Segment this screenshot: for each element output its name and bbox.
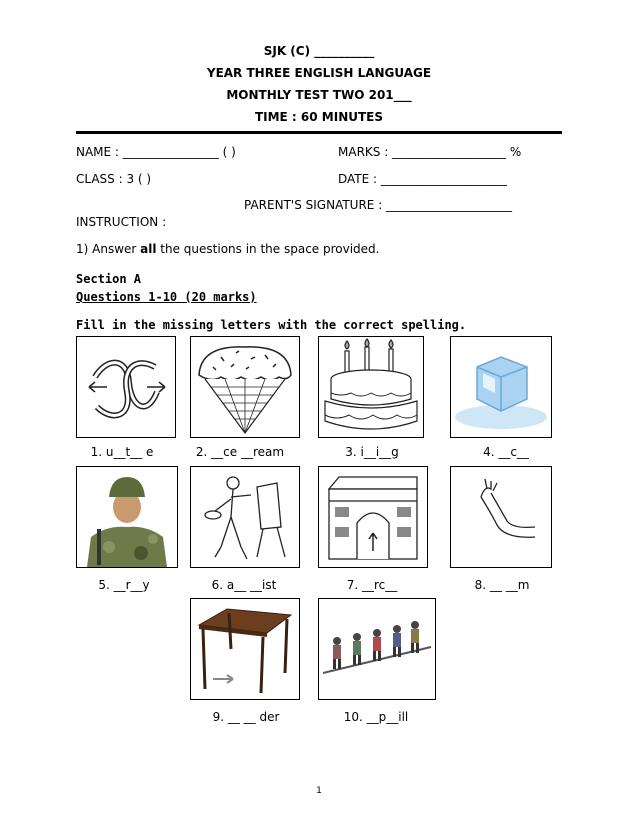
subject-line: YEAR THREE ENGLISH LANGUAGE <box>206 66 432 80</box>
caption-5: 5. __r__y <box>98 578 150 592</box>
arm-icon <box>450 466 552 568</box>
section-title: Section A <box>76 272 142 286</box>
school-line: SJK (C) __________ <box>263 44 375 58</box>
parent-signature-field[interactable]: PARENT'S SIGNATURE : _____________________ <box>244 198 513 212</box>
marks-field[interactable]: MARKS : ___________________ % <box>338 145 522 159</box>
class-field[interactable]: CLASS : 3 ( ) <box>76 172 152 186</box>
section-direction: Fill in the missing letters with the correct spelling. <box>76 318 467 332</box>
time-line: TIME : 60 MINUTES <box>254 110 384 124</box>
caption-4: 4. __c__ <box>483 445 529 459</box>
name-field[interactable]: NAME : ________________ ( ) <box>76 145 236 159</box>
ice-cube-icon <box>450 336 552 438</box>
page-number: 1 <box>316 786 322 796</box>
caption-9: 9. __ __ der <box>212 710 280 724</box>
caption-7: 7. __rc__ <box>346 578 398 592</box>
questions-range: Questions 1-10 (20 marks) <box>76 290 257 304</box>
caption-1: 1. u__t__ e <box>90 445 154 459</box>
test-line: MONTHLY TEST TWO 201___ <box>226 88 412 102</box>
ice-cream-icon <box>190 336 300 438</box>
instruction-item: 1) Answer all the questions in the space provided. <box>76 242 380 256</box>
hikers-uphill-icon <box>318 598 436 700</box>
caption-3: 3. i__i__g <box>345 445 399 459</box>
caption-6: 6. a__ __ist <box>211 578 277 592</box>
caption-8: 8. __ __m <box>474 578 530 592</box>
instruction-heading: INSTRUCTION : <box>76 215 167 229</box>
caption-10: 10. __p__ill <box>343 710 409 724</box>
date-field[interactable]: DATE : _____________________ <box>338 172 507 186</box>
arch-icon <box>318 466 428 568</box>
artist-icon <box>190 466 300 568</box>
soldier-icon <box>76 466 178 568</box>
birthday-cake-icon <box>318 336 424 438</box>
table-icon <box>190 598 300 700</box>
caption-2: 2. __ce __ream <box>195 445 285 459</box>
header-divider <box>76 131 562 134</box>
knot-icon <box>76 336 176 438</box>
